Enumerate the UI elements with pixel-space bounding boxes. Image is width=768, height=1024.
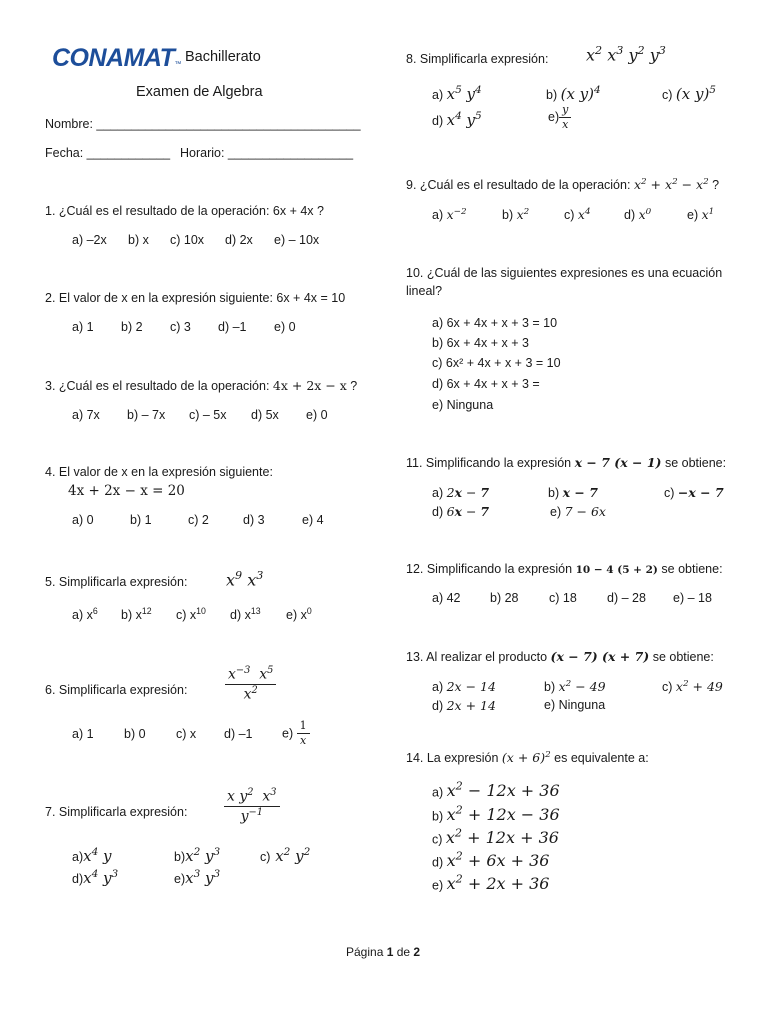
page-indicator: Página 1 de 2 <box>346 945 421 959</box>
question-5: 5. Simplificarla expresión: <box>45 575 188 589</box>
question-10-line2: lineal? <box>406 284 443 298</box>
q2-option-c[interactable]: c) 3 <box>170 320 191 334</box>
q1-option-b[interactable]: b) x <box>128 233 149 247</box>
q4-option-c[interactable]: c) 2 <box>188 513 209 527</box>
q14-option-b[interactable]: b) $x^2 + 12x - 36$ <box>432 804 560 825</box>
schedule-field[interactable]: Horario: __________________ <box>180 146 354 160</box>
q10-option-d[interactable]: d) 6x + 4x + x + 3 = <box>432 377 540 391</box>
q6-option-b[interactable]: b) 0 <box>124 727 146 741</box>
level-label: Bachillerato <box>185 49 261 65</box>
q12-option-e[interactable]: e) – 18 <box>673 591 712 605</box>
q6-expression: $\frac{x^{-3} x^5}{x^2}$ <box>225 666 276 703</box>
q13-option-d[interactable]: d) 2x + 14 <box>432 698 496 713</box>
q2-option-e[interactable]: e) 0 <box>274 320 296 334</box>
q2-option-b[interactable]: b) 2 <box>121 320 143 334</box>
q10-option-a[interactable]: a) 6x + 4x + x + 3 = 10 <box>432 316 558 330</box>
q2-option-d[interactable]: d) –1 <box>218 320 247 334</box>
question-1: 1. ¿Cuál es el resultado de la operación: 6x + 4x ? <box>45 204 324 218</box>
q4-option-a[interactable]: a) 0 <box>72 513 94 527</box>
q8-expression: $x^2$ $x^3$ $y^2$ $y^3$ <box>586 44 666 65</box>
q6-option-d[interactable]: d) –1 <box>224 727 253 741</box>
q10-option-e[interactable]: e) Ninguna <box>432 398 494 412</box>
question-13: 13. Al realizar el producto (x − 7) (x + 7) se obtiene: <box>406 649 714 664</box>
q8-option-e[interactable]: e) $\frac{y}{x}$ <box>548 104 571 131</box>
q13-option-b[interactable]: b) $x^2 - 49$ <box>544 679 606 695</box>
q11-option-c[interactable]: c) −x − 7 <box>664 485 724 500</box>
q7-option-d[interactable]: $d)x^4$ $y^3$ <box>72 868 119 887</box>
q4-expression: 4x + 2x − x = 20 <box>68 483 185 499</box>
q9-option-e[interactable]: e) $x^1$ <box>687 207 715 223</box>
q3-option-d[interactable]: d) 5x <box>251 408 279 422</box>
q7-expression: $\frac{x y^2 x^3}{y^{-1}}$ <box>224 788 280 825</box>
question-14: 14. La expresión $(x + 6)^2$ es equivalente a: <box>406 750 649 766</box>
q12-option-d[interactable]: d) – 28 <box>607 591 646 605</box>
question-11: 11. Simplificando la expresión x − 7 (x − 1) se obtiene: <box>406 455 727 470</box>
q10-option-b[interactable]: b) 6x + 4x + x + 3 <box>432 336 529 350</box>
q3-option-e[interactable]: e) 0 <box>306 408 328 422</box>
q11-option-a[interactable]: a) 2x − 7 <box>432 485 490 500</box>
q11-option-e[interactable]: e) 7 − 6x <box>550 504 606 519</box>
q7-option-a[interactable]: $a)x^4$ y <box>72 846 112 865</box>
q9-option-b[interactable]: b) $x^2$ <box>502 207 530 223</box>
q14-option-c[interactable]: c) $x^2 + 12x + 36$ <box>432 827 559 848</box>
q1-option-c[interactable]: c) 10x <box>170 233 205 247</box>
q5-option-a[interactable]: a) $x^6$ <box>72 606 98 623</box>
q3-option-b[interactable]: b) – 7x <box>127 408 166 422</box>
conamat-logo: CONAMAT™ <box>52 44 182 72</box>
question-8: 8. Simplificarla expresión: <box>406 52 549 66</box>
q1-option-e[interactable]: e) – 10x <box>274 233 320 247</box>
q8-option-d[interactable]: d) $x^4$ $y^5$ <box>432 110 482 129</box>
name-field[interactable]: Nombre: ______________________________________ <box>45 117 361 131</box>
q9-option-c[interactable]: c) $x^4$ <box>564 207 591 223</box>
q5-option-c[interactable]: c) $x^{10}$ <box>176 606 206 623</box>
q5-option-e[interactable]: e) $x^0$ <box>286 606 312 623</box>
question-12: 12. Simplificando la expresión 10 − 4 (5 + 2) se obtiene: <box>406 562 723 576</box>
question-9: 9. ¿Cuál es el resultado de la operación: $x^2 + x^2 - x^2$ ? <box>406 177 720 193</box>
q6-option-e[interactable]: e) $\frac{1}{x}$ <box>282 720 310 747</box>
question-6: 6. Simplificarla expresión: <box>45 683 188 697</box>
q7-option-c[interactable]: c) $x^2$ $y^2$ <box>260 846 311 865</box>
q14-option-d[interactable]: d) $x^2 + 6x + 36$ <box>432 850 550 871</box>
q8-option-b[interactable]: b) (x y)$^4$ <box>546 84 601 103</box>
q8-option-c[interactable]: c) (x y)$^5$ <box>662 84 716 103</box>
q14-option-a[interactable]: a) $x^2 - 12x + 36$ <box>432 780 560 801</box>
q10-option-c[interactable]: c) 6x² + 4x + x + 3 = 10 <box>432 356 561 370</box>
q13-option-e[interactable]: e) Ninguna <box>544 698 606 712</box>
date-field[interactable]: Fecha: ____________ <box>45 146 171 160</box>
q14-option-e[interactable]: e) $x^2 + 2x + 36$ <box>432 873 550 894</box>
q12-option-b[interactable]: b) 28 <box>490 591 519 605</box>
question-3: 3. ¿Cuál es el resultado de la operación: 4x + 2x − x ? <box>45 378 358 393</box>
q6-option-a[interactable]: a) 1 <box>72 727 94 741</box>
q4-option-e[interactable]: e) 4 <box>302 513 324 527</box>
q7-option-e[interactable]: $e)x^3$ $y^3$ <box>174 868 221 887</box>
q5-option-b[interactable]: b) $x^{12}$ <box>121 606 152 623</box>
q7-option-b[interactable]: $b)x^2$ $y^3$ <box>174 846 221 865</box>
q9-option-d[interactable]: d) $x^0$ <box>624 207 652 223</box>
q13-option-c[interactable]: c) $x^2 + 49$ <box>662 679 723 695</box>
q3-expression: 4x + 2x − x <box>272 378 347 393</box>
q12-option-a[interactable]: a) 42 <box>432 591 461 605</box>
q9-option-a[interactable]: a) $x^{-2}$ <box>432 207 467 223</box>
q5-option-d[interactable]: d) $x^{13}$ <box>230 606 261 623</box>
q3-option-a[interactable]: a) 7x <box>72 408 100 422</box>
q11-option-b[interactable]: b) x − 7 <box>548 485 598 500</box>
q8-option-a[interactable]: a) $x^5$ $y^4$ <box>432 84 482 103</box>
q1-option-d[interactable]: d) 2x <box>225 233 253 247</box>
question-2: 2. El valor de x en la expresión siguiente: 6x + 4x = 10 <box>45 291 346 305</box>
question-4: 4. El valor de x en la expresión siguiente: <box>45 465 273 479</box>
exam-title: Examen de Algebra <box>136 84 263 100</box>
q3-option-c[interactable]: c) – 5x <box>189 408 227 422</box>
q1-option-a[interactable]: a) –2x <box>72 233 107 247</box>
q13-option-a[interactable]: a) 2x − 14 <box>432 679 496 694</box>
q6-option-c[interactable]: c) x <box>176 727 197 741</box>
q4-option-d[interactable]: d) 3 <box>243 513 265 527</box>
q12-option-c[interactable]: c) 18 <box>549 591 577 605</box>
q2-option-a[interactable]: a) 1 <box>72 320 94 334</box>
q11-option-d[interactable]: d) 6x − 7 <box>432 504 490 519</box>
q5-expression: $x^9$ $x^3$ <box>226 569 264 590</box>
question-10-line1: 10. ¿Cuál de las siguientes expresiones es una ecuación <box>406 266 723 280</box>
q4-option-b[interactable]: b) 1 <box>130 513 152 527</box>
question-7: 7. Simplificarla expresión: <box>45 805 188 819</box>
